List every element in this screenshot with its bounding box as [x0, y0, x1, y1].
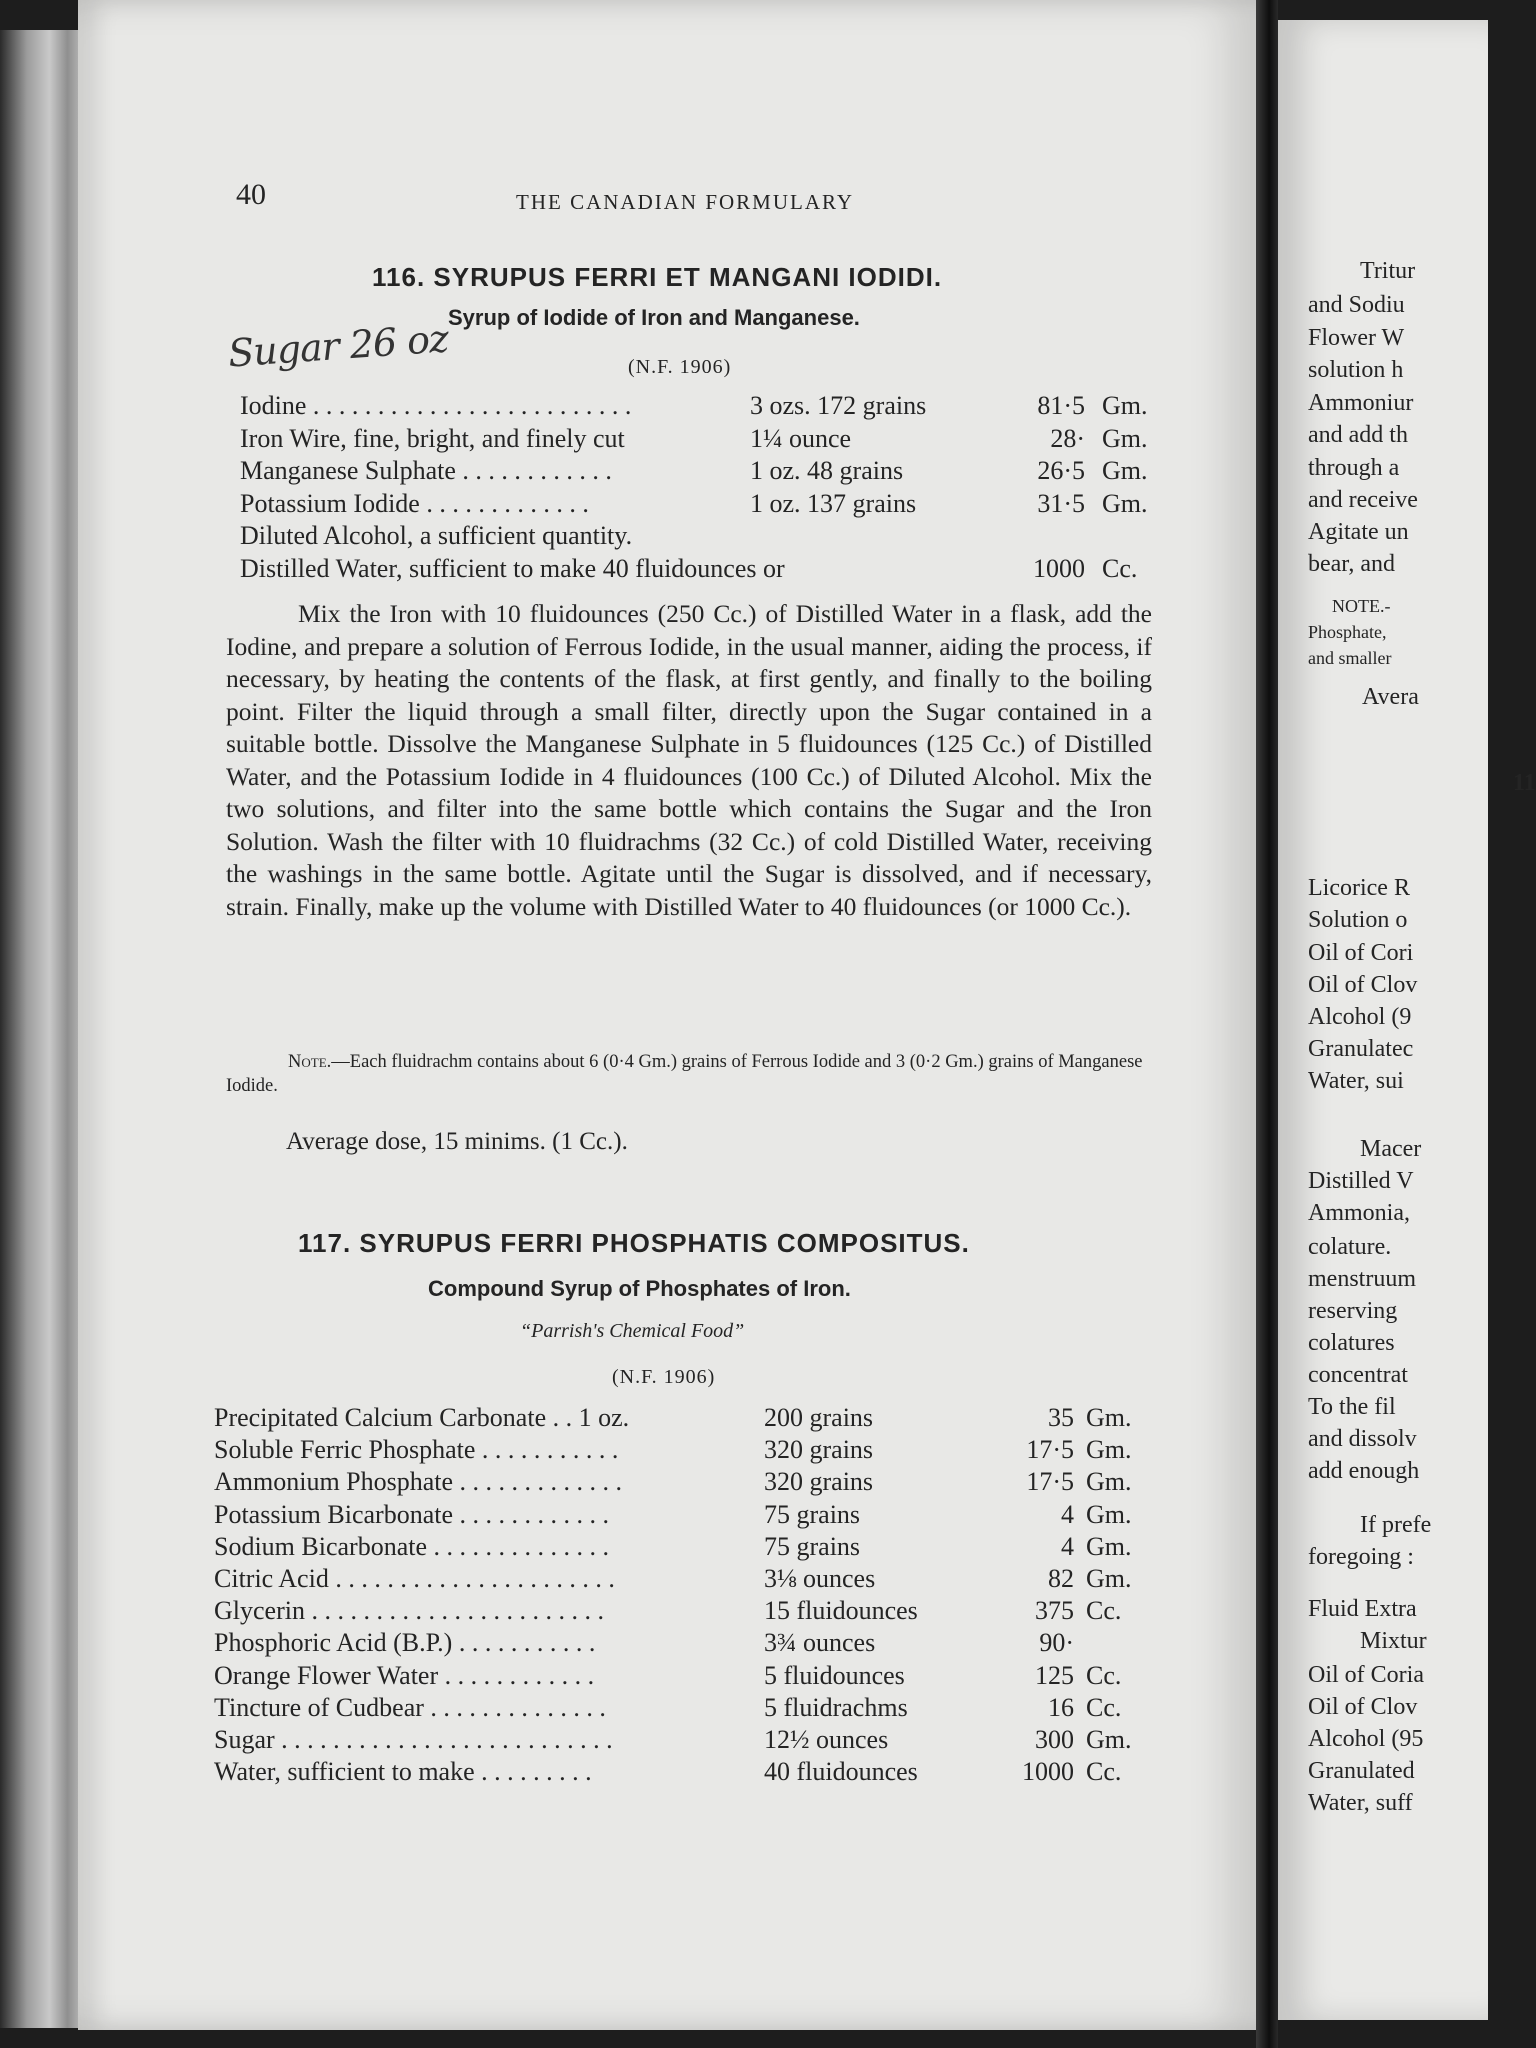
ingredient-row: [214, 1724, 1134, 1756]
ingredient-name: Diluted Alcohol, a sufficient quantity.: [240, 521, 633, 550]
ingredient-metric: 375: [1035, 1596, 1074, 1626]
right-page-line: bear, and: [1308, 551, 1395, 577]
section-117-alias: “Parrish's Chemical Food”: [520, 1320, 745, 1342]
ingredient-name: Glycerin . . . . . . . . . . . . . . . . . . . . . . .: [214, 1596, 604, 1626]
ingredient-metric: 82: [1048, 1564, 1074, 1593]
ingredient-name: Distilled Water, sufficient to make 40 fluidounces or: [240, 553, 785, 583]
ingredient-metric: 17·5: [1026, 1435, 1074, 1465]
right-page-line: Alcohol (9: [1308, 1004, 1412, 1030]
ingredient-unit: Cc.: [1086, 1596, 1122, 1626]
ingredient-row: [214, 1595, 1134, 1627]
ingredient-name: Citric Acid . . . . . . . . . . . . . . . . . . . . . .: [214, 1564, 615, 1593]
right-page-line: Agitate un: [1308, 519, 1409, 545]
ingredient-row: [214, 1499, 1134, 1531]
ingredient-metric: 4: [1061, 1499, 1074, 1529]
right-page-line: Flower W: [1308, 325, 1405, 351]
ingredient-quantity: 40 fluidounces: [764, 1757, 918, 1787]
section-117-subtitle: Compound Syrup of Phosphates of Iron.: [428, 1276, 851, 1301]
ingredient-name: Tincture of Cudbear . . . . . . . . . . . . . .: [214, 1692, 606, 1722]
ingredient-row: [214, 1627, 1134, 1659]
right-page-line: Oil of Coria: [1308, 1662, 1424, 1688]
ingredient-quantity: 3 ozs. 172 grains: [750, 391, 927, 420]
right-page-line: solution h: [1308, 357, 1404, 383]
right-page-line: and receive: [1308, 487, 1418, 513]
right-page-line: menstruum: [1308, 1266, 1416, 1292]
ingredient-unit: Gm.: [1086, 1467, 1132, 1497]
ingredient-quantity: 15 fluidounces: [764, 1596, 918, 1626]
ingredient-quantity: 3⅛ ounces: [764, 1564, 876, 1593]
ingredient-metric: 81·5: [1037, 391, 1085, 420]
right-page-line: Water, sui: [1308, 1068, 1404, 1094]
ingredient-quantity: 3¾ ounces: [764, 1628, 876, 1658]
section-116-dose: Average dose, 15 minims. (1 Cc.).: [286, 1128, 628, 1155]
right-page-line: Oil of Cori: [1308, 940, 1414, 966]
ingredient-row: [214, 1531, 1134, 1563]
book-gutter: [1256, 0, 1278, 2048]
ingredient-unit: Gm.: [1102, 423, 1148, 453]
right-page-line: through a: [1308, 455, 1400, 481]
right-page-line: foregoing :: [1308, 1544, 1414, 1570]
right-page-line: Phosphate,: [1308, 622, 1387, 642]
ingredient-metric: 4: [1061, 1531, 1074, 1561]
right-page-line: Ammonia,: [1308, 1200, 1410, 1226]
ingredient-name: Sugar . . . . . . . . . . . . . . . . . . . . . . . . . .: [214, 1725, 613, 1754]
ingredient-quantity: 320 grains: [764, 1467, 874, 1497]
running-head: THE CANADIAN FORMULARY: [516, 190, 855, 214]
right-page-line: and add th: [1308, 422, 1408, 448]
section-116-directions: Mix the Iron with 10 fluidounces (250 Cc.) of Distilled Water in a flask, add the Iodine, and prepare a solution of Ferrous Iodide, in the usual manner, aiding the process, if necessary, by heating the contents of the flask, at first gently, and finally to the boiling point. Filter the liquid through a small filter, directly upon the Sugar contained in a suitable bottle. Dissolve the Manganese Sulphate in 5 fluidounces (125 Cc.) of Distilled Water, and the Potassium Iodide in 4 fluidounces (100 Cc.) of Diluted Alcohol. Mix the two solutions, and filter into the same bottle which contains the Sugar and the Iron Solution. Wash the filter with 10 fluidrachms (32 Cc.) of cold Distilled Water, receiving the washings in the same bottle. Agitate until the Sugar is dissolved, and if necessary, strain. Finally, make up the volume with Distilled Water to 40 fluidounces (or 1000 Cc.).: [226, 599, 1152, 921]
ingredient-metric: 17·5: [1026, 1467, 1074, 1497]
ingredient-unit: Cc.: [1086, 1660, 1122, 1690]
ingredient-quantity: 75 grains: [764, 1531, 861, 1561]
right-page-line: colatures: [1308, 1330, 1395, 1356]
section-117-source: (N.F. 1906): [612, 1366, 716, 1388]
ingredient-quantity: 5 fluidounces: [764, 1660, 905, 1690]
ingredient-name: Phosphoric Acid (B.P.) . . . . . . . . . . .: [214, 1628, 596, 1658]
ingredient-name: Soluble Ferric Phosphate . . . . . . . . . . .: [214, 1435, 619, 1465]
ingredient-metric: 1000: [1022, 1757, 1074, 1787]
right-page-line: Ammoniur: [1308, 390, 1414, 416]
ingredient-name: Water, sufficient to make . . . . . . . . .: [214, 1757, 592, 1787]
ingredient-unit: Cc.: [1086, 1757, 1122, 1787]
handwritten-annotation: Sugar 26 oz: [226, 316, 450, 376]
right-page-line: Oil of Clov: [1308, 972, 1418, 998]
ingredient-quantity: 1 oz. 48 grains: [750, 456, 904, 485]
right-page-line: and smaller: [1308, 648, 1392, 668]
ingredient-metric: 300: [1035, 1725, 1074, 1754]
ingredient-name: Potassium Bicarbonate . . . . . . . . . . . .: [214, 1499, 610, 1529]
ingredient-name: Precipitated Calcium Carbonate . . 1 oz.: [214, 1403, 630, 1432]
ingredient-unit: Gm.: [1086, 1564, 1132, 1593]
book-page-edges: [0, 30, 90, 2028]
ingredient-quantity: 12½ ounces: [764, 1725, 889, 1754]
ingredient-quantity: 5 fluidrachms: [764, 1692, 908, 1722]
ingredient-name: Manganese Sulphate . . . . . . . . . . . .: [240, 456, 612, 485]
right-page-line: Alcohol (95: [1308, 1726, 1424, 1752]
ingredient-metric: 28·: [1050, 423, 1085, 453]
right-page-line: and Sodiu: [1308, 292, 1405, 318]
ingredient-metric: 90·: [1039, 1628, 1074, 1658]
right-page-line: Avera: [1362, 684, 1419, 710]
ingredient-metric: 26·5: [1037, 456, 1085, 485]
right-page: [1278, 20, 1536, 2020]
section-116-note: [226, 1050, 1152, 1098]
ingredient-metric: 31·5: [1037, 488, 1085, 518]
ingredient-quantity: 75 grains: [764, 1499, 861, 1529]
ingredient-unit: Gm.: [1086, 1435, 1132, 1465]
ingredient-row: [240, 520, 1160, 552]
section-116-source: (N.F. 1906): [628, 356, 732, 378]
right-page-line: Solution o: [1308, 907, 1408, 933]
ingredient-row: [214, 1563, 1134, 1595]
ingredient-name: Potassium Iodide . . . . . . . . . . . . .: [240, 488, 589, 518]
ingredient-quantity: 1 oz. 137 grains: [750, 488, 917, 518]
ingredient-metric: 1000: [1033, 553, 1085, 583]
ingredient-row: [214, 1434, 1134, 1466]
ingredient-row: [240, 423, 1160, 455]
section-116-subtitle: Syrup of Iodide of Iron and Manganese.: [448, 305, 860, 330]
ingredient-name: Ammonium Phosphate . . . . . . . . . . . . .: [214, 1467, 623, 1497]
ingredient-unit: Gm.: [1086, 1499, 1132, 1529]
right-page-line: Macer: [1360, 1136, 1422, 1162]
ingredient-row: [214, 1660, 1134, 1692]
right-page-line: If prefe: [1360, 1512, 1432, 1538]
note-label: Note.: [288, 1052, 332, 1072]
ingredient-quantity: 320 grains: [764, 1435, 874, 1465]
ingredient-name: Iron Wire, fine, bright, and finely cut: [240, 423, 625, 453]
right-page-line: Distilled V: [1308, 1168, 1414, 1194]
section-117-title: 117. SYRUPUS FERRI PHOSPHATIS COMPOSITUS.: [298, 1228, 970, 1258]
right-page-line: and dissolv: [1308, 1426, 1417, 1452]
section-116-title: 116. SYRUPUS FERRI ET MANGANI IODIDI.: [372, 262, 943, 292]
right-page-line: Licorice R: [1308, 875, 1410, 901]
right-page-line: colature.: [1308, 1234, 1392, 1260]
ingredient-quantity: 200 grains: [764, 1403, 874, 1432]
right-page-line: 11: [1513, 770, 1536, 796]
right-page-line: Water, suff: [1308, 1790, 1413, 1816]
ingredient-row: [214, 1756, 1134, 1788]
right-page-line: add enough: [1308, 1458, 1420, 1484]
ingredient-row: [214, 1402, 1134, 1434]
right-page-line: Fluid Extra: [1308, 1596, 1417, 1622]
ingredient-row: [214, 1466, 1134, 1498]
ingredient-name: Sodium Bicarbonate . . . . . . . . . . . . . .: [214, 1531, 610, 1561]
ingredient-unit: Gm.: [1086, 1531, 1132, 1561]
ingredient-unit: Cc.: [1102, 553, 1138, 583]
ingredient-metric: 125: [1035, 1660, 1074, 1690]
ingredient-metric: 35: [1048, 1403, 1074, 1432]
ingredient-row: [240, 553, 1160, 585]
right-page-line: Oil of Clov: [1308, 1694, 1418, 1720]
right-page-line: To the fil: [1308, 1394, 1396, 1420]
right-page-line: Tritur: [1360, 258, 1416, 284]
ingredient-row: [240, 488, 1160, 520]
ingredient-unit: Gm.: [1086, 1725, 1132, 1754]
right-page-line: NOTE.-: [1332, 596, 1391, 616]
right-page-line: Granulatec: [1308, 1036, 1414, 1062]
ingredient-unit: Gm.: [1086, 1403, 1132, 1432]
ingredient-quantity: 1¼ ounce: [750, 423, 852, 453]
right-page-line: Granulated: [1308, 1758, 1415, 1784]
ingredient-metric: 16: [1048, 1692, 1074, 1722]
right-page-line: reserving: [1308, 1298, 1398, 1324]
right-page-line: concentrat: [1308, 1362, 1408, 1388]
ingredient-unit: Gm.: [1102, 391, 1148, 420]
ingredient-unit: Cc.: [1086, 1692, 1122, 1722]
ingredient-unit: Gm.: [1102, 456, 1148, 485]
ingredient-row: [240, 455, 1160, 487]
page-number: 40: [236, 178, 266, 211]
note-text: —Each fluidrachm contains about 6 (0·4 Gm.) grains of Ferrous Iodide and 3 (0·2 Gm.) grains of Manganese Iodide.: [226, 1052, 1143, 1096]
ingredient-name: Iodine . . . . . . . . . . . . . . . . . . . . . . . . .: [240, 391, 632, 420]
right-page-line: Mixtur: [1360, 1628, 1427, 1654]
ingredient-name: Orange Flower Water . . . . . . . . . . . .: [214, 1660, 595, 1690]
ingredient-row: [214, 1692, 1134, 1724]
ingredient-row: [240, 390, 1160, 422]
ingredient-unit: Gm.: [1102, 488, 1148, 518]
